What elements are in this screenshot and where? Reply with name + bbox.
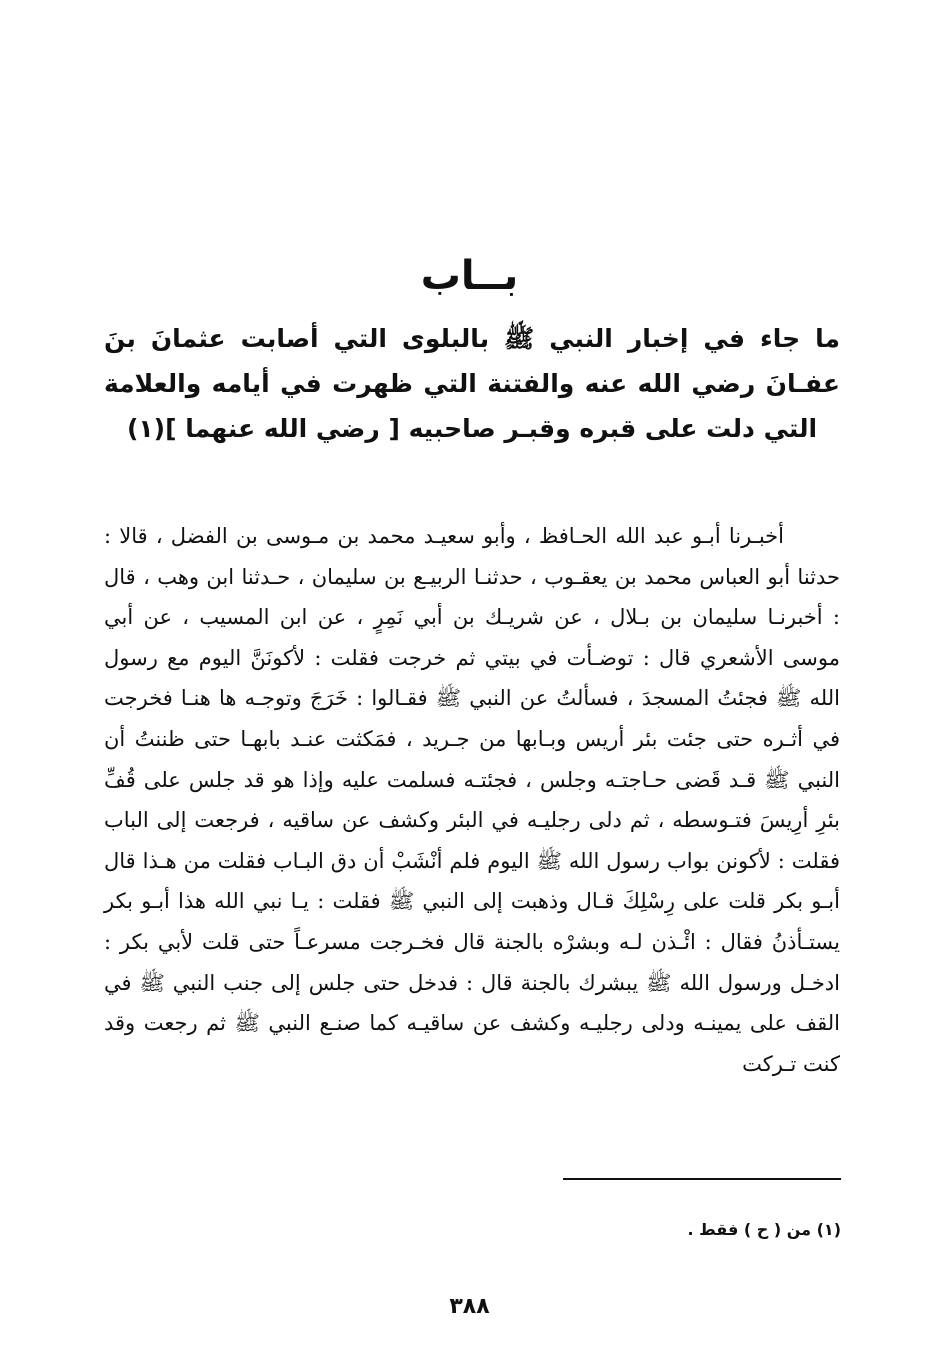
chapter-heading: بــاب	[420, 253, 519, 299]
footnote: (١) من ( ح ) فقط .	[687, 1220, 841, 1239]
chapter-title: ما جاء في إخبار النبي ﷺ بالبلوى التي أصابت عثمانَ بنَ عفـانَ رضي الله عنه والفتنة التي ظهرت في أيامه والعلامة التي دلت على قبره وقبـر صاحبيه [ رضي الله عنهما ](١)	[104, 324, 840, 443]
body-paragraph-text: أخبـرنا أبـو عبد الله الحـافظ ، وأبو سعيـد محمد بن مـوسى بن الفضل ، قالا : حدثنا أبو العباس محمد بن يعقـوب ، حدثنـا الربيـع بن سليمان ، حـدثنا ابن وهب ، قال : أخبرنـا سليمان بن بـلال ، عن شريـك بن أبي نَمِرٍ ، عن ابن المسيب ، عن أبي موسى الأشعري قال : توضـأت في بيتي ثم خرجت فقلت : لأكونَنَّ اليوم مع رسول الله ﷺ فجئتُ المسجدَ ، فسألتُ عن النبي ﷺ فقـالوا : خَرَجَ وتوجـه ها هنـا فخرجت في أثـره حتى جئت بئر أريس وبـابها من جـريد ، فمَكثت عنـد بابهـا حتى ظننتُ أن النبي ﷺ قـد قَضى حـاجتـه وجلس ، فجئتـه فسلمت عليه وإذا هو قد جلس على قُفِّ بئرِ أرِيسَ فتـوسطه ، ثم دلى رجليـه في البئر وكشف عن ساقيه ، فرجعت إلى الباب فقلت : لأكونن بواب رسول الله ﷺ اليوم فلم أنْشَبْ أن دق البـاب فقلت من هـذا قال أبـو بكر قلت على رِسْلِكَ قـال وذهبت إلى النبي ﷺ فقلت : يـا نبي الله هذا أبـو بكر يستـأذنُ فقال : ائْـذن لـه وبشرْه بالجنة قال فخـرجت مسرعـاً حتى قلت لأبي بكر : ادخـل ورسول الله ﷺ يبشرك بالجنة قال : فدخل حتى جلس إلى جنب النبي ﷺ في القف على يمينـه ودلى رجليـه وكشف عن ساقيـه كما صنـع النبي ﷺ ثم رجعت وقد كنت تـركت	[104, 524, 840, 1076]
body-paragraph	[104, 516, 840, 1084]
footnote-divider	[563, 1178, 841, 1180]
page-number: ٣٨٨	[449, 1294, 490, 1319]
